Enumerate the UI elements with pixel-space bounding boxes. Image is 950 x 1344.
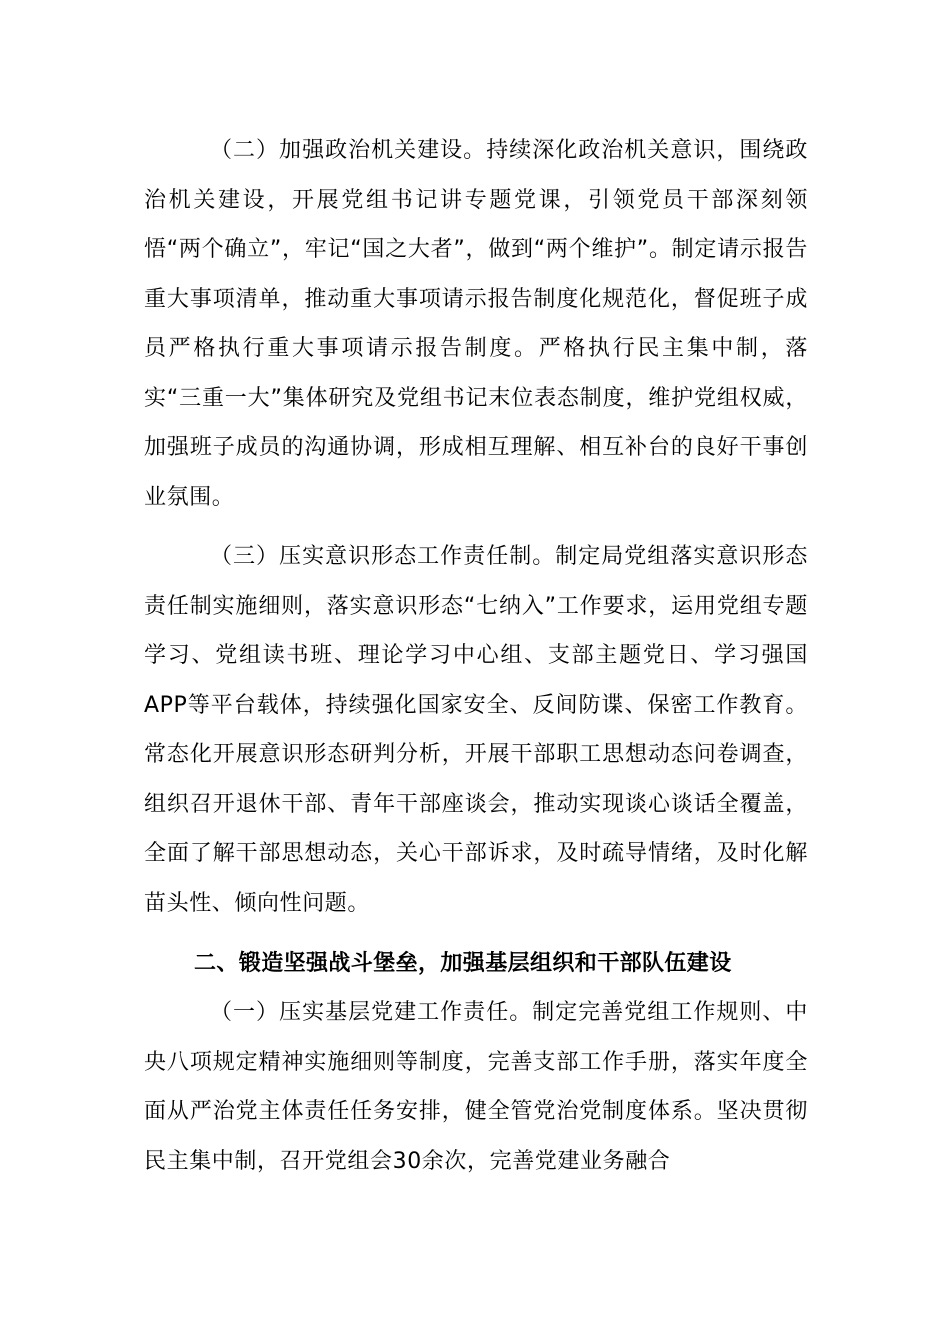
paragraph-grassroots-party-building: （一）压实基层党建工作责任。制定完善党组工作规则、中央八项规定精神实施细则等制度，完善支部工作手册，落实年度全面从严治党主体责任任务安排，健全管党治党制度体系。坚决贯彻民主集中制，召开党组会30余次，完善党建业务融合 — [144, 1000, 808, 1174]
paragraph-strengthen-political-organs: （二）加强政治机关建设。持续深化政治机关意识，围绕政治机关建设，开展党组书记讲专题党课，引领党员干部深刻领悟“两个确立”，牢记“国之大者”，做到“两个维护”。制定请示报告重大事项清单，推动重大事项请示报告制度化规范化，督促班子成员严格执行重大事项请示报告制度。严格执行民主集中制，落实“三重一大”集体研究及党组书记末位表态制度，维护党组权威，加强班子成员的沟通协调，形成相互理解、相互补台的良好干事创业氛围。 — [144, 138, 808, 510]
section-heading: 二、锻造坚强战斗堡垒，加强基层组织和干部队伍建设 — [194, 951, 732, 976]
paragraph-ideology-responsibility: （三）压实意识形态工作责任制。制定局党组落实意识形态责任制实施细则，落实意识形态“七纳入”工作要求，运用党组专题学习、党组读书班、理论学习中心组、支部主题党日、学习强国APP等平台载体，持续强化国家安全、反间防谍、保密工作教育。常态化开展意识形态研判分析，开展干部职工思想动态问卷调查，组织召开退休干部、青年干部座谈会，推动实现谈心谈话全覆盖，全面了解干部思想动态，关心干部诉求，及时疏导情绪，及时化解苗头性、倾向性问题。 — [144, 544, 808, 916]
